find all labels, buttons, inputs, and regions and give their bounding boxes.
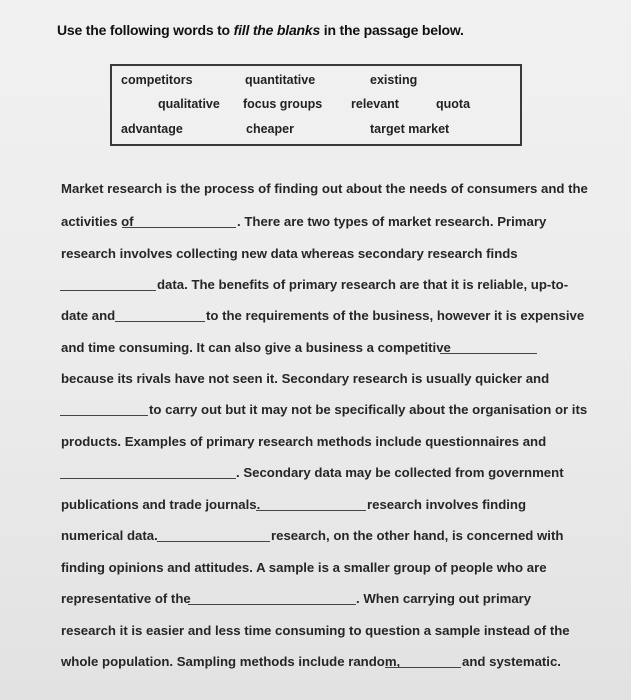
word-bank-item: qualitative bbox=[158, 97, 220, 111]
passage-text: publications and trade journals. bbox=[61, 497, 261, 512]
word-bank-item: competitors bbox=[121, 73, 193, 87]
fill-blank-4[interactable] bbox=[440, 353, 537, 354]
passage-line bbox=[0, 246, 631, 266]
instruction-post: in the passage below. bbox=[320, 22, 464, 38]
word-bank-item: existing bbox=[370, 73, 418, 87]
passage-line bbox=[0, 623, 631, 643]
fill-blank-9[interactable] bbox=[188, 604, 356, 605]
passage-text: . When carrying out primary bbox=[356, 591, 532, 606]
passage-text: data. The benefits of primary research are that it is reliable, up-to- bbox=[157, 277, 569, 292]
passage-text: . There are two types of market research. Primary bbox=[237, 214, 547, 229]
passage-line bbox=[0, 277, 631, 297]
passage-text: numerical data. bbox=[61, 528, 158, 543]
fill-blank-2[interactable] bbox=[60, 290, 156, 291]
passage-text: activities of bbox=[61, 214, 134, 229]
instruction-emphasis: fill the blanks bbox=[233, 22, 321, 38]
word-bank-item: quota bbox=[436, 97, 471, 111]
passage-text: and time consuming. It can also give a business a competitive bbox=[61, 340, 451, 355]
passage-text: because its rivals have not seen it. Secondary research is usually quicker and bbox=[61, 371, 550, 386]
passage-text: research involves finding bbox=[367, 497, 527, 512]
word-bank-item: target market bbox=[370, 122, 450, 136]
passage-line bbox=[0, 591, 631, 611]
passage-line bbox=[0, 214, 631, 234]
fill-blank-6[interactable] bbox=[60, 478, 236, 479]
passage-line bbox=[0, 371, 631, 391]
passage-text: research involves collecting new data whereas secondary research finds bbox=[61, 246, 518, 261]
passage-text: whole population. Sampling methods include random, bbox=[61, 654, 401, 669]
fill-blank-1[interactable] bbox=[122, 227, 236, 228]
passage-text: finding opinions and attitudes. A sample is a smaller group of people who are bbox=[61, 560, 547, 575]
passage-text: date and bbox=[61, 308, 116, 323]
passage-text: Market research is the process of finding out about the needs of consumers and the bbox=[61, 181, 588, 196]
word-bank-item: advantage bbox=[121, 122, 183, 136]
passage-line bbox=[0, 465, 631, 485]
passage-line bbox=[0, 181, 631, 201]
word-bank-item: cheaper bbox=[246, 122, 294, 136]
passage-line bbox=[0, 560, 631, 580]
instruction-heading bbox=[57, 22, 464, 38]
passage-line bbox=[0, 308, 631, 328]
fill-blank-10[interactable] bbox=[385, 667, 461, 668]
fill-blank-7[interactable] bbox=[256, 510, 366, 511]
passage-text: to the requirements of the business, however it is expensive bbox=[206, 308, 585, 323]
instruction-pre: Use the following words to bbox=[57, 22, 234, 38]
word-bank-box bbox=[110, 64, 522, 146]
fill-blank-8[interactable] bbox=[157, 541, 270, 542]
passage-text: and systematic. bbox=[462, 654, 561, 669]
passage-line bbox=[0, 402, 631, 422]
passage-text: research it is easier and less time consuming to question a sample instead of the bbox=[61, 623, 570, 638]
passage-text: products. Examples of primary research methods include questionnaires and bbox=[61, 434, 547, 449]
fill-blank-3[interactable] bbox=[115, 321, 205, 322]
word-bank-item: relevant bbox=[351, 97, 399, 111]
passage-line bbox=[0, 434, 631, 454]
fill-blank-5[interactable] bbox=[60, 415, 148, 416]
passage-line bbox=[0, 654, 631, 674]
word-bank-item: quantitative bbox=[245, 73, 316, 87]
passage-line bbox=[0, 340, 631, 360]
passage-text: representative of the bbox=[61, 591, 191, 606]
passage-text: . Secondary data may be collected from government bbox=[236, 465, 564, 480]
passage-line bbox=[0, 528, 631, 548]
passage-line bbox=[0, 497, 631, 517]
passage-text: to carry out but it may not be specifically about the organisation or its bbox=[149, 402, 588, 417]
passage-text: research, on the other hand, is concerned with bbox=[271, 528, 564, 543]
word-bank-item: focus groups bbox=[243, 97, 323, 111]
